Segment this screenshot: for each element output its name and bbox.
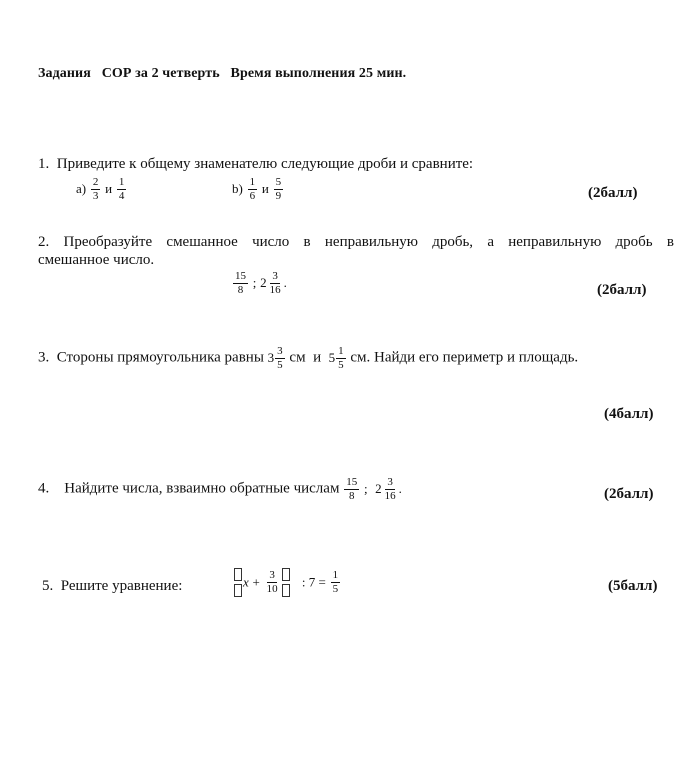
numerator: 2 — [92, 176, 99, 188]
numerator: 3 — [387, 476, 393, 488]
numerator: 1 — [118, 176, 125, 188]
header-time: Время выполнения 25 мин. — [230, 66, 407, 81]
task-2-number: 2. — [38, 234, 50, 250]
fraction — [331, 569, 341, 595]
separator: ; — [363, 481, 368, 497]
task-2-expression — [232, 270, 287, 296]
bracket-glyph-icon — [282, 584, 290, 597]
fraction — [336, 345, 346, 371]
plus-sign: + — [252, 574, 260, 590]
numerator: 1 — [338, 345, 344, 357]
denominator: 16 — [384, 489, 396, 502]
task-4-text: Найдите числа, взваимно обратные числам — [64, 480, 340, 497]
conjunction: и — [105, 181, 113, 197]
bracket-glyph-icon — [282, 568, 290, 581]
task-4-number: 4. — [38, 480, 50, 497]
left-bracket — [233, 568, 243, 597]
denominator: 9 — [275, 189, 282, 202]
numerator: 3 — [277, 345, 283, 357]
numerator: 1 — [249, 176, 256, 188]
task-5-question — [42, 578, 182, 595]
task-2-points: (2балл) — [597, 282, 647, 298]
task-3-text-after: см. Найди его периметр и площадь. — [350, 349, 579, 366]
fraction — [117, 176, 127, 202]
header-subject: СОР за 2 четверть — [101, 66, 220, 81]
fraction — [265, 569, 280, 595]
denominator: 5 — [277, 358, 283, 371]
fraction — [344, 476, 359, 502]
division-equals: : 7 = — [301, 574, 326, 590]
right-bracket — [281, 568, 291, 597]
page-header — [38, 66, 406, 82]
fraction — [248, 176, 258, 202]
whole-part: 3 — [267, 350, 275, 366]
denominator: 6 — [249, 189, 256, 202]
numerator: 3 — [272, 270, 278, 282]
denominator: 8 — [348, 489, 355, 502]
part-a-label: a) — [76, 181, 87, 197]
whole-part: 2 — [260, 275, 267, 291]
fraction — [383, 476, 398, 502]
header-label: Задания — [38, 66, 91, 81]
part-b-label: b) — [232, 181, 243, 197]
task-4-points: (2балл) — [604, 486, 654, 502]
task-2-text-line-1: Преобразуйте смешанное число в неправильную дробь, а неправильную дробь в — [63, 234, 674, 250]
task-1-number: 1. — [38, 156, 50, 172]
unit: см — [289, 349, 306, 366]
variable: x — [243, 574, 249, 590]
denominator: 16 — [269, 283, 281, 296]
denominator: 5 — [332, 583, 339, 595]
task-1-question — [38, 156, 473, 173]
task-5-text: Решите уравнение: — [60, 578, 183, 594]
task-1-text: Приведите к общему знаменателю следующие дроби и сравните: — [56, 156, 474, 172]
task-5-number: 5. — [42, 578, 54, 594]
fraction — [233, 270, 248, 296]
task-1-part-a — [76, 176, 127, 202]
task-2-text-line-2: смешанное число. — [38, 252, 155, 268]
end-mark: . — [398, 481, 402, 497]
bracket-glyph-icon — [234, 584, 242, 597]
task-5-points: (5балл) — [608, 578, 658, 594]
denominator: 10 — [266, 583, 278, 595]
denominator: 3 — [92, 189, 99, 202]
task-3-number: 3. — [38, 349, 50, 366]
bracket-glyph-icon — [234, 568, 242, 581]
task-4-question — [38, 476, 402, 502]
fraction — [275, 345, 285, 371]
denominator: 5 — [338, 358, 344, 371]
denominator: 4 — [118, 189, 125, 202]
whole-part: 5 — [328, 350, 336, 366]
task-2-line-1 — [38, 234, 674, 251]
task-3-question — [38, 345, 578, 371]
task-3-text-before: Стороны прямоугольника равны — [56, 349, 264, 366]
fraction — [274, 176, 284, 202]
separator: ; — [252, 275, 257, 291]
denominator: 8 — [237, 283, 244, 296]
numerator: 15 — [235, 270, 246, 282]
task-1-points: (2балл) — [588, 185, 638, 201]
task-1-part-b — [232, 176, 284, 202]
fraction — [91, 176, 101, 202]
numerator: 15 — [346, 476, 358, 488]
conjunction: и — [261, 181, 269, 197]
conjunction: и — [313, 349, 322, 366]
whole-part: 2 — [375, 481, 382, 497]
fraction — [268, 270, 283, 296]
numerator: 1 — [332, 569, 339, 582]
task-3-points: (4балл) — [604, 406, 654, 422]
numerator: 3 — [269, 569, 275, 582]
numerator: 5 — [275, 176, 282, 188]
end-mark: . — [283, 275, 287, 291]
task-5-equation — [233, 568, 341, 597]
